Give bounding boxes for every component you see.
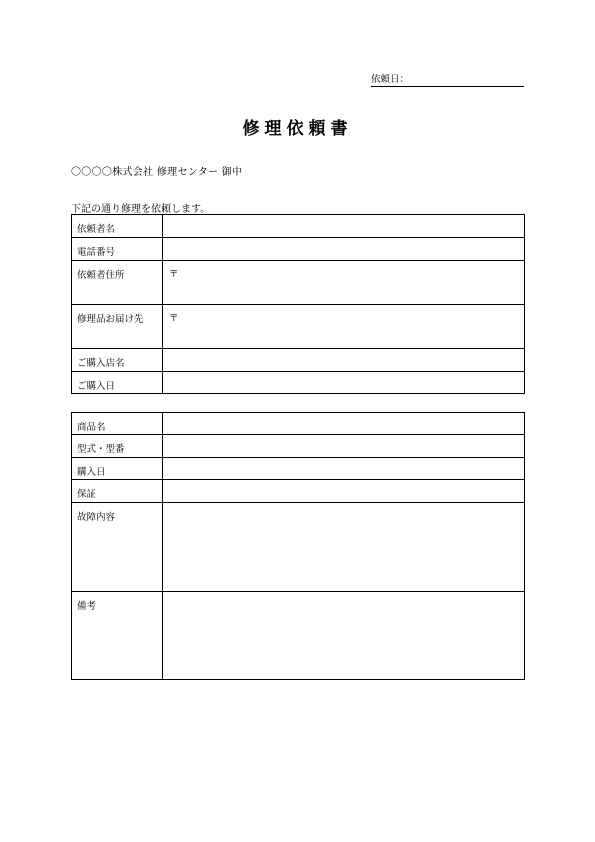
row-label-requester-address: 依頼者住所: [72, 261, 163, 305]
table-row: [72, 349, 525, 372]
product-purchase-date-field[interactable]: [163, 458, 525, 480]
row-label-purchase-date: ご購入日: [72, 372, 163, 394]
request-date-label: 依頼日：: [371, 74, 410, 85]
row-label-remarks: 備考: [72, 592, 163, 680]
row-label-store-name: ご購入店名: [72, 349, 163, 372]
store-name-field[interactable]: [163, 349, 525, 372]
row-label-product-name: 商品名: [72, 413, 163, 435]
table-row: [72, 261, 525, 305]
addressee: 〇〇〇〇株式会社 修理センター 御中: [71, 167, 243, 178]
table-row: [72, 372, 525, 394]
row-label-phone: 電話番号: [72, 238, 163, 261]
table-row: [72, 503, 525, 592]
table-row: [72, 238, 525, 261]
fault-details-field[interactable]: [163, 503, 525, 592]
table-row: [72, 458, 525, 480]
model-number-field[interactable]: [163, 435, 525, 458]
document-title: 修理依頼書: [242, 119, 353, 139]
table-row: [72, 215, 525, 238]
remarks-field[interactable]: [163, 592, 525, 680]
request-date-field[interactable]: [371, 73, 524, 87]
requester-address-field[interactable]: 〒: [163, 261, 525, 305]
table-row: [72, 413, 525, 435]
product-info-table: [71, 412, 525, 680]
row-label-delivery-address: 修理品お届け先: [72, 305, 163, 349]
requester-info-table: [71, 214, 525, 394]
intro-text: 下記の通り修理を依頼します。: [71, 204, 211, 215]
table-row: [72, 435, 525, 458]
row-label-requester-name: 依頼者名: [72, 215, 163, 238]
table-row: [72, 305, 525, 349]
purchase-date-field[interactable]: [163, 372, 525, 394]
table-row: [72, 480, 525, 503]
warranty-field[interactable]: [163, 480, 525, 503]
phone-field[interactable]: [163, 238, 525, 261]
delivery-address-field[interactable]: 〒: [163, 305, 525, 349]
requester-name-field[interactable]: [163, 215, 525, 238]
row-label-fault-details: 故障内容: [72, 503, 163, 592]
product-name-field[interactable]: [163, 413, 525, 435]
row-label-product-purchase-date: 購入日: [72, 458, 163, 480]
table-row: [72, 592, 525, 680]
row-label-warranty: 保証: [72, 480, 163, 503]
row-label-model-number: 型式・型番: [72, 435, 163, 458]
